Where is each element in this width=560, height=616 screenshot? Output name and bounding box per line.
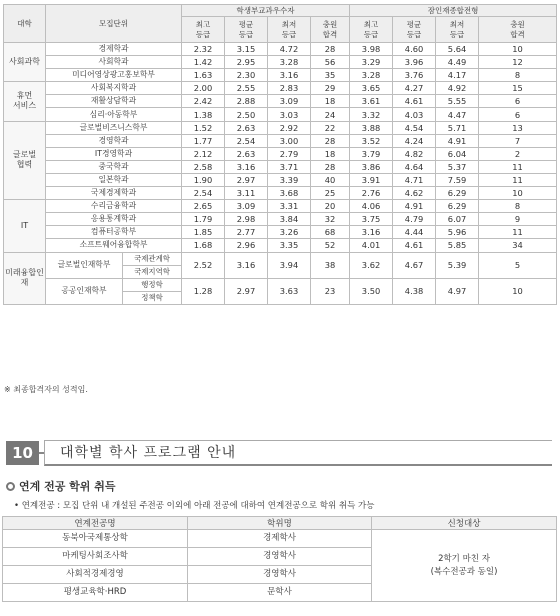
value-cell: 4.54 [393,121,436,134]
unit-cell: 심리·아동학부 [46,108,182,121]
value-cell: 4.38 [393,278,436,304]
value-cell: 2.52 [182,252,225,278]
header-col-3: 충원 합격 [311,17,350,43]
value-cell: 3.00 [268,134,311,147]
value-cell: 29 [311,82,350,95]
value-cell: 25 [311,187,350,200]
value-cell: 3.31 [268,200,311,213]
unit-cell: 경영학과 [46,134,182,147]
value-cell: 12 [479,56,557,69]
major-cell: 평생교육학·HRD [3,584,188,602]
value-cell: 6.29 [436,200,479,213]
table-row [4,278,557,291]
college-cell: 휴먼 서비스 [4,82,46,121]
header-degree: 학위명 [188,517,372,530]
unit-cell: 수리금융학과 [46,200,182,213]
value-cell: 4.47 [436,108,479,121]
value-cell: 2.79 [268,147,311,160]
value-cell: 2.63 [225,121,268,134]
value-cell: 3.11 [225,187,268,200]
value-cell: 2.12 [182,147,225,160]
table-row [4,95,557,108]
unit-cell: 사회복지학과 [46,82,182,95]
subsection-heading [6,478,116,494]
value-cell: 3.28 [268,56,311,69]
value-cell: 3.28 [350,69,393,82]
value-cell: 4.92 [436,82,479,95]
value-cell: 6 [479,95,557,108]
value-cell: 35 [311,69,350,82]
value-cell: 2.30 [225,69,268,82]
value-cell: 3.91 [350,173,393,186]
table-row [4,121,557,134]
unit-cell: 일본학과 [46,173,182,186]
subsection-title: 연계 전공 학위 취득 [19,480,116,493]
value-cell: 2 [479,147,557,160]
value-cell: 6 [479,108,557,121]
value-cell: 1.63 [182,69,225,82]
table-row [4,173,557,186]
circle-bullet-icon [6,482,15,491]
value-cell: 10 [479,43,557,56]
value-cell: 8 [479,200,557,213]
degree-cell: 경제학사 [188,530,372,548]
value-cell: 2.50 [225,108,268,121]
value-cell: 18 [311,147,350,160]
value-cell: 3.94 [268,252,311,278]
table-row [4,239,557,252]
header-target: 신청대상 [372,517,557,530]
value-cell: 52 [311,239,350,252]
header-col-1: 평균 등급 [225,17,268,43]
table-row [3,530,557,548]
value-cell: 4.62 [393,187,436,200]
value-cell: 10 [479,278,557,304]
value-cell: 5.71 [436,121,479,134]
header-col-6: 최저 등급 [436,17,479,43]
value-cell: 2.96 [225,239,268,252]
unit-cell: 국제경제학과 [46,187,182,200]
value-cell: 40 [311,173,350,186]
value-cell: 5.96 [436,226,479,239]
value-cell: 1.79 [182,213,225,226]
value-cell: 28 [311,43,350,56]
table-row [4,82,557,95]
value-cell: 7 [479,134,557,147]
table-row [4,69,557,82]
value-cell: 4.44 [393,226,436,239]
college-cell: 사회과학 [4,43,46,82]
value-cell: 3.03 [268,108,311,121]
header-college: 대학 [4,5,46,43]
value-cell: 68 [311,226,350,239]
unit-cell: 공공인재학부 [46,278,123,304]
value-cell: 4.24 [393,134,436,147]
header-col-7: 충원 합격 [479,17,557,43]
section-number: 10 [6,441,39,465]
value-cell: 2.95 [225,56,268,69]
header-col-2: 최저 등급 [268,17,311,43]
value-cell: 1.52 [182,121,225,134]
value-cell: 2.32 [182,43,225,56]
value-cell: 5.55 [436,95,479,108]
value-cell: 4.03 [393,108,436,121]
value-cell: 3.61 [350,95,393,108]
value-cell: 4.91 [436,134,479,147]
value-cell: 38 [311,252,350,278]
value-cell: 6.04 [436,147,479,160]
value-cell: 2.98 [225,213,268,226]
value-cell: 3.88 [350,121,393,134]
footnote: ※ 최종합격자의 성적임. [4,385,88,394]
value-cell: 2.63 [225,147,268,160]
value-cell: 1.77 [182,134,225,147]
value-cell: 3.84 [268,213,311,226]
value-cell: 4.27 [393,82,436,95]
value-cell: 5.64 [436,43,479,56]
value-cell: 3.98 [350,43,393,56]
value-cell: 2.77 [225,226,268,239]
value-cell: 4.79 [393,213,436,226]
value-cell: 28 [311,134,350,147]
value-cell: 56 [311,56,350,69]
table-row [4,187,557,200]
table-row [4,134,557,147]
unit-cell: 컴퓨터공학부 [46,226,182,239]
value-cell: 18 [311,95,350,108]
sub-major-cell: 국제지역학 [123,265,182,278]
value-cell: 2.92 [268,121,311,134]
value-cell: 5.85 [436,239,479,252]
unit-cell: 응용통계학과 [46,213,182,226]
value-cell: 3.26 [268,226,311,239]
value-cell: 1.42 [182,56,225,69]
linked-major-table [2,516,557,602]
value-cell: 3.62 [350,252,393,278]
value-cell: 3.15 [225,43,268,56]
major-cell: 마케팅사회조사학 [3,548,188,566]
college-cell: 글로벌 협력 [4,121,46,200]
value-cell: 22 [311,121,350,134]
table-row [4,56,557,69]
value-cell: 2.42 [182,95,225,108]
unit-cell: 미디어영상광고홍보학부 [46,69,182,82]
value-cell: 1.38 [182,108,225,121]
admission-results-table [3,4,557,305]
value-cell: 5.39 [436,252,479,278]
header-col-0: 최고 등급 [182,17,225,43]
degree-cell: 경영학사 [188,566,372,584]
value-cell: 3.16 [268,69,311,82]
header-col-5: 평균 등급 [393,17,436,43]
value-cell: 4.61 [393,95,436,108]
value-cell: 13 [479,121,557,134]
value-cell: 2.55 [225,82,268,95]
value-cell: 3.52 [350,134,393,147]
table-row [4,226,557,239]
value-cell: 3.76 [393,69,436,82]
value-cell: 2.76 [350,187,393,200]
value-cell: 3.35 [268,239,311,252]
unit-cell: 소프트웨어융합학부 [46,239,182,252]
value-cell: 5 [479,252,557,278]
value-cell: 3.63 [268,278,311,304]
sub-major-cell: 국제관계학 [123,252,182,265]
value-cell: 2.54 [225,134,268,147]
value-cell: 4.01 [350,239,393,252]
unit-cell: 경제학과 [46,43,182,56]
value-cell: 4.82 [393,147,436,160]
value-cell: 4.91 [393,200,436,213]
table-row [4,213,557,226]
sub-major-cell: 행정학 [123,278,182,291]
major-cell: 사회적경제경영 [3,566,188,584]
value-cell: 3.71 [268,160,311,173]
unit-cell: 사회학과 [46,56,182,69]
table-row [4,147,557,160]
value-cell: 3.29 [350,56,393,69]
value-cell: 3.86 [350,160,393,173]
value-cell: 2.54 [182,187,225,200]
value-cell: 6.29 [436,187,479,200]
degree-cell: 문학사 [188,584,372,602]
value-cell: 1.28 [182,278,225,304]
value-cell: 3.68 [268,187,311,200]
value-cell: 4.71 [393,173,436,186]
value-cell: 2.97 [225,173,268,186]
value-cell: 5.37 [436,160,479,173]
header-unit: 모집단위 [46,5,182,43]
value-cell: 10 [479,187,557,200]
value-cell: 11 [479,173,557,186]
section-title: 대학별 학사 프로그램 안내 [60,445,237,461]
value-cell: 2.00 [182,82,225,95]
table-row [4,252,557,265]
value-cell: 2.97 [225,278,268,304]
value-cell: 32 [311,213,350,226]
subsection-note: • 연계전공 : 모집 단위 내 개설된 주전공 이외에 아래 전공에 대하여 연계전공으로 학위 취득 가능 [14,501,375,511]
value-cell: 4.97 [436,278,479,304]
sub-major-cell: 정책학 [123,291,182,304]
value-cell: 2.58 [182,160,225,173]
value-cell: 7.59 [436,173,479,186]
table-row [4,160,557,173]
value-cell: 4.67 [393,252,436,278]
value-cell: 3.79 [350,147,393,160]
value-cell: 4.60 [393,43,436,56]
value-cell: 1.68 [182,239,225,252]
value-cell: 23 [311,278,350,304]
unit-cell: 글로벌비즈니스학부 [46,121,182,134]
value-cell: 4.64 [393,160,436,173]
target-cell: 2학기 마친 자 (복수전공과 동일) [372,530,557,602]
table-row [4,200,557,213]
value-cell: 15 [479,82,557,95]
value-cell: 4.17 [436,69,479,82]
value-cell: 4.72 [268,43,311,56]
value-cell: 3.09 [268,95,311,108]
value-cell: 8 [479,69,557,82]
value-cell: 28 [311,160,350,173]
value-cell: 2.65 [182,200,225,213]
value-cell: 3.09 [225,200,268,213]
value-cell: 3.16 [225,160,268,173]
value-cell: 2.83 [268,82,311,95]
value-cell: 6.07 [436,213,479,226]
value-cell: 34 [479,239,557,252]
value-cell: 4.06 [350,200,393,213]
value-cell: 3.32 [350,108,393,121]
value-cell: 3.16 [350,226,393,239]
value-cell: 3.96 [393,56,436,69]
value-cell: 3.39 [268,173,311,186]
value-cell: 3.50 [350,278,393,304]
unit-cell: 글로벌인재학부 [46,252,123,278]
value-cell: 11 [479,160,557,173]
value-cell: 24 [311,108,350,121]
value-cell: 3.75 [350,213,393,226]
college-cell: IT [4,200,46,252]
table-row [4,43,557,56]
unit-cell: 재활상담학과 [46,95,182,108]
header-major: 연계전공명 [3,517,188,530]
value-cell: 2.88 [225,95,268,108]
header-group-1: 학생부교과우수자 [182,5,350,17]
degree-cell: 경영학사 [188,548,372,566]
major-cell: 동북아국제통상학 [3,530,188,548]
value-cell: 3.16 [225,252,268,278]
unit-cell: IT경영학과 [46,147,182,160]
value-cell: 20 [311,200,350,213]
table-row [4,108,557,121]
header-col-4: 최고 등급 [350,17,393,43]
value-cell: 4.49 [436,56,479,69]
unit-cell: 중국학과 [46,160,182,173]
value-cell: 11 [479,226,557,239]
value-cell: 9 [479,213,557,226]
value-cell: 1.85 [182,226,225,239]
value-cell: 1.90 [182,173,225,186]
value-cell: 4.61 [393,239,436,252]
header-group-2: 잠인재종합전형 [350,5,557,17]
value-cell: 3.65 [350,82,393,95]
college-cell: 미래융합인재 [4,252,46,304]
